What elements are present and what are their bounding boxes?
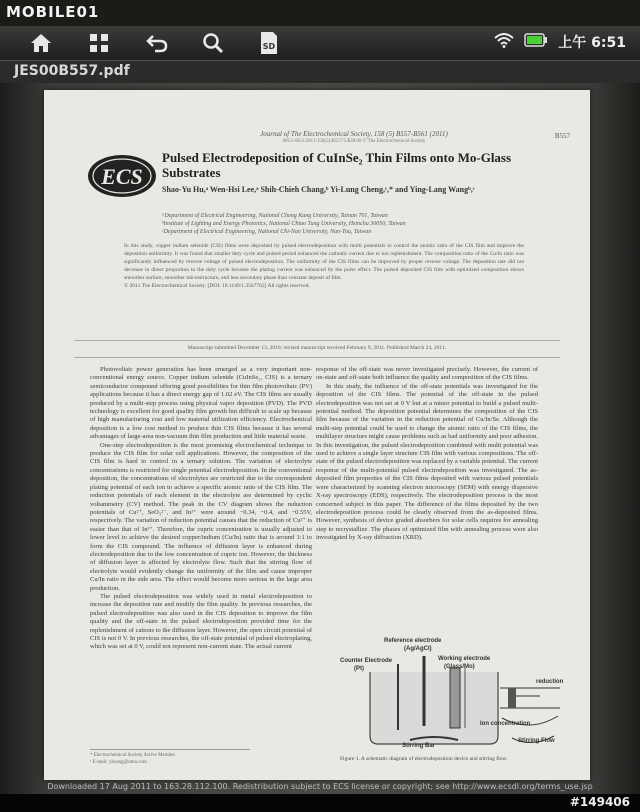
figure-1: Reference electrode (Ag/AgCl) Counter Electrode (Pt) Working electrode (Glass/Mo) reduction Ion concentration Stirring Bar Stirring Flow: [340, 638, 570, 750]
back-icon[interactable]: [142, 29, 172, 57]
ecs-logo: [84, 150, 164, 200]
mobile01-logo: MOBILE01: [6, 3, 100, 21]
pdf-page[interactable]: [44, 90, 590, 780]
divider: [74, 340, 560, 341]
svg-text:ECS: ECS: [101, 164, 143, 189]
abstract: In this study, copper indium selenide (CIS) films were deposited by pulsed electrodeposition with multi potentials to control the atomic ratio of the CIS film and improve the deposition uniformity. It was found that smaller duty cycle and pulsed period enhanced the cathodic current due to ion replenishment. The composition ratio of the Cu/In ratio was significantly influenced by reverse voltage of pulsed electrodeposition. The uniformity of the CIS films can be improved by proper reverse voltage. The deposition rate did not decrease in direct proportion to the duty cycle because the plating current was enhanced by the pulse effect. The pulsed deposited CIS film with optimized composition shows smoother surface, smoother microstructure, and less secondary phase than constant deposit of film. © 2011 The Electrochemical Society. [DOI: 10.1149/1.3567762] All rights reserved.: [124, 243, 524, 289]
battery-icon: [524, 33, 548, 51]
post-tag: #149406: [569, 795, 630, 809]
paragraph: One-step electrodeposition is the most promising electrochemical technique to produce the CIS film for solar cell applications. However, the composition of the CIS film is hard to control in a ternary solution. The variation of electrolyte concentrations is restricted for single potential electrodeposition. In the conventional deposition, the concentrations of electrolytes are restricted due to the correspondent plating potential of each ion to achieve a specific atomic ratio of the CIS film. The reduction potentials of each element in the electrolyte are determined by cyclic voltammetry (CV) method. The peak in the CV diagram shows the reduction potentials of Cu²⁺, SeO₃²⁻, and In³⁺ were around −0.34, −0.4, and −0.55V, respectively. The variation of reduction potential causes that the reduction of Cu²⁺ is easier than that of In³⁺. Therefore, the cupric concentration is usually adjusted to lower level to achieve the desired copper/indium (Cu/In) ratio that is around 1:1 to form the CIS compound. The influence of diffusion layer is enhanced during electrodeposition due to the low concentration of cupric ion. However, the thickness of diffusion layer is affected by electrolyte flow. Such that the stirring flow of electrolyte would evidently change the uniformity of the film and cause improper Cu/In ratio in the side area. The effect would become more serious in the large area production.: [90, 441, 312, 592]
svg-text:SD: SD: [262, 42, 276, 51]
grid-icon[interactable]: [84, 29, 114, 57]
copyright-line: © 2011 The Electrochemical Society. [DOI: 10.1149/1.3567762] All rights reserved.: [124, 283, 310, 289]
paragraph: In this study, the influence of the off-state potentials was investigated for the deposition of the CIS films. The potential of the off-state in the pulsed electrodeposition was not set at 0 V but at a minor potential to build a pulsed multi-potential method. The deposition potential determines the composition of the CIS film because of the variation in the reduction potential of Cu/In/Se. Although the multi-step potential could be used to change the atomic ratio of the CIS films, the multilayer structure might cause problems such as bad uniformity and poor adhesion. In this investigation, the pulsed electrodeposition combined with multi potential was used to achieve a single layer structure CIS film with various compositions. The off-state of the pulsed electrodeposition was replaced by a variable potential. The current response of the multi-potential pulsed electrodeposition was investigated. The as-deposited film properties of the CIS films deposited with various pulsed potentials were characterized by scanning electron microscopy (SEM) with energy dispersive X-ray spectroscopy (EDS), respectively. The electrodeposition process is the most concerned subject in this paper. The difference of the films deposited by the two electrodeposition process could be clearly observed from the as-deposited films. However, synthesis of device graded absorbers for solar cells requires for annealing step to recrystallize. The phases of optimized film with annealing process were also investigated by X-ray diffraction (XRD).: [316, 382, 538, 542]
affiliation-b: ᵇInstitute of Lighting and Energy Photonics, National Chiao Tung University, Hsinchu 30050, Taiwan: [162, 221, 406, 227]
clock: 上午 6:51: [558, 35, 626, 51]
divider: [74, 357, 560, 358]
watermark-strip: [0, 0, 640, 28]
body-column-right: [316, 366, 538, 606]
figure-caption: Figure 1. A schematic diagram of electrodeposition device and stirring flow.: [340, 756, 508, 762]
journal-citation: Journal of The Electrochemical Society, 158 (5) B557-B561 (2011): [260, 130, 448, 138]
footnotes: * Electrochemical Society Active Member. ᶻ E-mail: ylwang@ntnu.com: [90, 749, 250, 766]
wifi-icon: [494, 32, 514, 52]
affiliation-c: ᶜDepartment of Electrical Engineering, National Chi-Nan University, Nan-Tou, Taiwan: [162, 229, 372, 235]
sd-card-icon[interactable]: [254, 29, 284, 57]
manuscript-dates: Manuscript submitted December 13, 2010; revised manuscript received February 9, 2011. Published March 24, 2011.: [187, 345, 447, 351]
system-tray: [494, 32, 626, 52]
search-icon[interactable]: [198, 29, 228, 57]
doi-line: 0013-4651/2011/158(5)/B557/5/$28.00 © The Electrochemical Society: [282, 139, 426, 144]
body-column-left: [90, 366, 312, 751]
paragraph: Photovoltaic power generation has been emerged as a very important non-conventional energy source. Copper indium selenide (CuInSe₂, CIS) is a ternary semiconductor compound offering good possibilities for thin film photovoltaic (PV) applications because it has a direct energy gap of 1.02 eV. The CIS films are usually produced by a multi-step process using physical vapor deposition (PVD). The PVD technology is excellent for good quality film growth but difficult to scale up because of high manufacturing cost and low material utilization efficiency. Electrochemical deposition is a low cost method to produce thin CIS films because it has several advantages of large-area non-vacuum thin film production and little material waste.: [90, 366, 312, 441]
electrodeposition-diagram: [340, 638, 570, 750]
download-notice: Downloaded 17 Aug 2011 to 163.28.112.100. Redistribution subject to ECS license or copyright; see http://www.ecsdl.org/terms_use.jsp: [47, 782, 593, 791]
status-bar: [0, 26, 640, 61]
paper-authors: Shao-Yu Hu,ᵃ Wen-Hsi Lee,ᵃ Shih-Chieh Chang,ᵇ Yi-Lung Cheng,ᶜ,* and Ying-Lang Wangᵇ,ᶜ: [162, 185, 475, 194]
page-number: B557: [554, 132, 570, 140]
paragraph: response of the off-state was never investigated precisely. However, the current of on-state and off-state both influence the quality and composition of the CIS films.: [316, 366, 538, 382]
home-icon[interactable]: [26, 29, 56, 57]
paragraph: The pulsed electrodeposition was widely used in metal electrodeposition to increase the deposition rate and modify the film quality. In previous researches, the pulsed electrodeposition was also used in the CIS deposition to improve the film quality and the off-state in the pulsed electrodeposition provided time for the replenishment of cations to the diffusion layer. However, the open circuit potential of CIS is not 0 V. In previous researches, the off-state potential of pulsed electroplating, which was set at 0 V, could not represent non-current state. The actual current: [90, 592, 312, 651]
affiliation-a: ᵃDepartment of Electrical Engineering, National Cheng Kung University, Tainan 701, Taiwan: [162, 213, 388, 219]
viewer-title-bar: [0, 61, 640, 83]
paper-title: Pulsed Electrodeposition of CuInSe₂ Thin Films onto Mo-Glass Substrates: [162, 150, 512, 180]
file-name: JES00B557.pdf: [14, 63, 130, 79]
bottom-strip: [0, 794, 640, 812]
